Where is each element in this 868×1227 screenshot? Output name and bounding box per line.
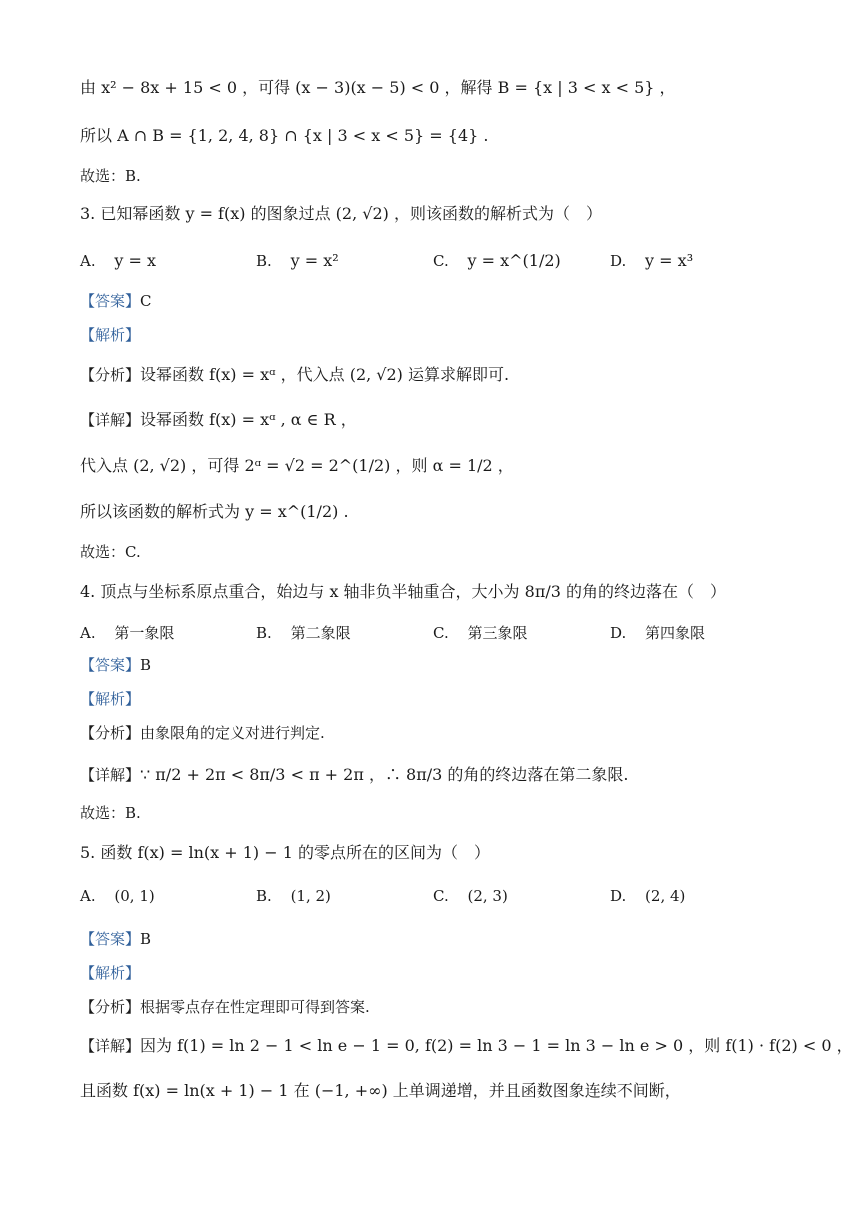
option-c — [433, 622, 528, 643]
option-letter: D. — [610, 252, 627, 270]
answer-value: C — [140, 292, 152, 310]
option-text: 第二象限 — [290, 624, 351, 642]
option-letter: A. — [80, 252, 96, 270]
fenxi-text: 由象限角的定义对进行判定. — [140, 724, 325, 742]
option-text: 第一象限 — [114, 624, 175, 642]
option-c — [433, 887, 508, 905]
option-letter: C. — [433, 887, 449, 905]
fenxi-tag: 【分析】 — [80, 724, 141, 742]
fenxi-tag: 【分析】 — [80, 998, 141, 1016]
text-line: 所以 A ∩ B = {1, 2, 4, 8} ∩ {x | 3 < x < 5} = {4} . — [80, 126, 489, 145]
question-5: 5. 函数 f(x) = ln(x + 1) − 1 的零点所在的区间为（ ） — [80, 843, 490, 862]
detail-tag: 【详解】 — [80, 1037, 141, 1055]
option-letter: D. — [610, 887, 627, 905]
text-line: 故选：B. — [80, 167, 141, 185]
fenxi-line — [80, 998, 828, 1016]
detail-text: ∵ π/2 + 2π < 8π/3 < π + 2π ，∴ 8π/3 的角的终边落在第二象限. — [140, 765, 629, 784]
text-line: 故选：C. — [80, 543, 141, 561]
option-d — [610, 887, 685, 905]
question-3: 3. 已知幂函数 y = f(x) 的图象过点 (2, √2) ，则该函数的解析式为（ ） — [80, 204, 602, 223]
answer-line — [80, 930, 828, 948]
option-text: y = x³ — [645, 251, 694, 270]
option-text: y = x² — [290, 251, 339, 270]
fenxi-text: 设幂函数 f(x) = xᵅ ，代入点 (2, √2) 运算求解即可. — [140, 365, 510, 384]
option-a — [80, 887, 155, 905]
option-letter: A. — [80, 624, 96, 642]
option-d — [610, 622, 705, 643]
option-letter: B. — [256, 624, 272, 642]
analysis-tag: 【解析】 — [80, 690, 141, 708]
answer-tag: 【答案】 — [80, 656, 141, 674]
option-text: (1, 2) — [290, 887, 331, 905]
option-text: (0, 1) — [114, 887, 155, 905]
text-line: 由 x² − 8x + 15 < 0 ，可得 (x − 3)(x − 5) < 0 ，解得 B = {x | 3 < x < 5} ， — [80, 78, 676, 97]
option-text: (2, 4) — [645, 887, 686, 905]
fenxi-line — [80, 724, 828, 742]
fenxi-text: 根据零点存在性定理即可得到答案. — [140, 998, 370, 1016]
option-letter: A. — [80, 887, 96, 905]
option-text: 第四象限 — [645, 624, 706, 642]
answer-line — [80, 656, 828, 674]
detail-text: 因为 f(1) = ln 2 − 1 < ln e − 1 = 0, f(2) = ln 3 − 1 = ln 3 − ln e > 0 ，则 f(1) · f(2) < 0 ， — [140, 1036, 853, 1055]
option-b — [256, 622, 351, 643]
option-text: 第三象限 — [467, 624, 528, 642]
option-b — [256, 251, 339, 270]
detail-line — [80, 410, 828, 429]
option-letter: D. — [610, 624, 627, 642]
text-line: 所以该函数的解析式为 y = x^(1/2) . — [80, 502, 349, 521]
answer-tag: 【答案】 — [80, 930, 141, 948]
detail-text: 设幂函数 f(x) = xᵅ , α ∈ R ， — [140, 410, 357, 429]
question-4: 4. 顶点与坐标系原点重合，始边与 x 轴非负半轴重合，大小为 8π/3 的角的终边落在（ ） — [80, 582, 726, 601]
answer-value: B — [140, 656, 152, 674]
option-d — [610, 251, 693, 270]
option-text: y = x^(1/2) — [467, 251, 561, 270]
option-c — [433, 251, 561, 270]
option-letter: B. — [256, 252, 272, 270]
text-line: 代入点 (2, √2) ，可得 2ᵅ = √2 = 2^(1/2) ，则 α = 1/2 ， — [80, 456, 514, 475]
option-b — [256, 887, 331, 905]
option-letter: C. — [433, 624, 449, 642]
answer-tag: 【答案】 — [80, 292, 141, 310]
option-letter: C. — [433, 252, 449, 270]
detail-tag: 【详解】 — [80, 411, 141, 429]
option-letter: B. — [256, 887, 272, 905]
option-text: y = x — [114, 251, 157, 270]
analysis-tag: 【解析】 — [80, 326, 141, 344]
answer-value: B — [140, 930, 152, 948]
detail-line — [80, 765, 828, 784]
option-a — [80, 622, 174, 643]
detail-tag: 【详解】 — [80, 766, 141, 784]
option-a — [80, 251, 156, 270]
detail-line — [80, 1036, 853, 1055]
fenxi-tag: 【分析】 — [80, 366, 141, 384]
text-line: 且函数 f(x) = ln(x + 1) − 1 在 (−1, +∞) 上单调递增，并且函数图象连续不间断， — [80, 1081, 681, 1100]
text-line: 故选：B. — [80, 804, 141, 822]
analysis-tag: 【解析】 — [80, 964, 141, 982]
answer-line — [80, 292, 828, 310]
fenxi-line — [80, 365, 828, 384]
option-text: (2, 3) — [467, 887, 508, 905]
